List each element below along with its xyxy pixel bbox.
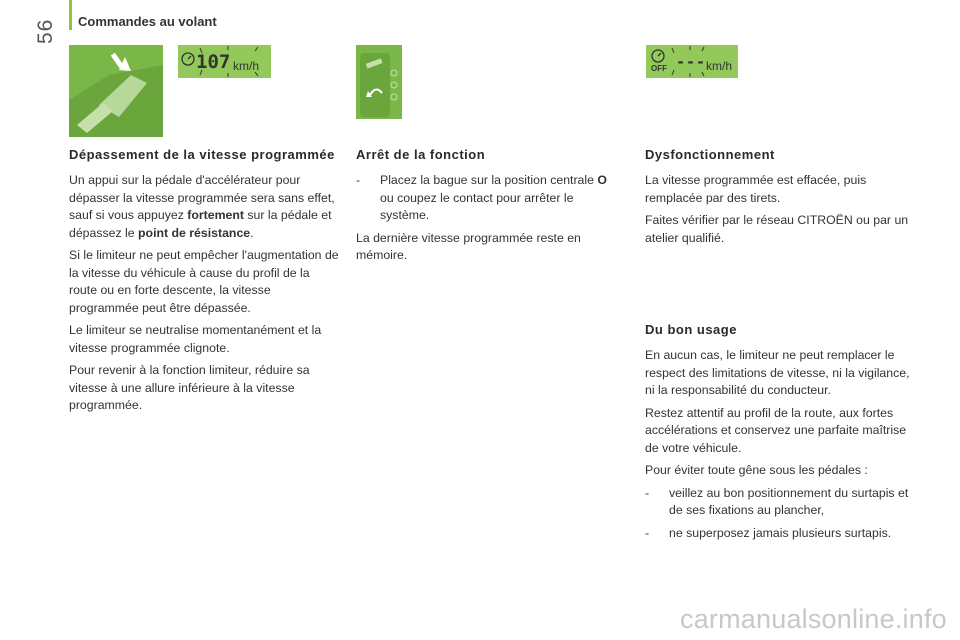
section-stop-title: Arrêt de la fonction (356, 147, 486, 162)
overspeed-paragraph-1: Un appui sur la pédale d'accélérateur pour dépasser la vitesse programmée sera sans effet, sauf si vous appuyez fortement sur la pédale et dépassez le point de résistance. (69, 173, 335, 240)
stop-bullet-1: - Placez la bague sur la position centrale O ou coupez le contact pour arrêter le système. (356, 173, 607, 222)
overspeed-paragraph-4: Pour revenir à la fonction limiteur, réduire sa vitesse à une allure inférieure à la vitesse programmée. (69, 363, 310, 412)
overspeed-paragraph-2: Si le limiteur ne peut empêcher l'augmentation de la vitesse du véhicule à cause du profil de la route ou en forte descente, la vitesse programmée peut être dépassée. (69, 248, 339, 315)
speed-display (178, 45, 271, 78)
page-number: 56 (34, 18, 57, 44)
watermark: carmanualsonline.info (680, 604, 947, 634)
ring-control-icon (356, 45, 402, 119)
pedal-illustration (69, 45, 163, 137)
usage-paragraph-2: Restez attentif au profil de la route, aux fortes accélérations et conservez une parfaite maîtrise de votre véhicule. (645, 405, 907, 455)
usage-bullet-2: - ne superposez jamais plusieurs surtapis. (645, 525, 892, 540)
header-accent-bar (69, 0, 72, 30)
usage-bullet-1: - veillez au bon positionnement du surtapis et de ses fixations au plancher, (645, 485, 909, 517)
usage-paragraph-1: En aucun cas, le limiteur ne peut remplacer le respect des limitations de vitesse, ni la vigilance, ni la responsabilité du conducteur. (645, 348, 910, 397)
section-malfunction-title: Dysfonctionnement (645, 147, 775, 162)
section-overspeed-title: Dépassement de la vitesse programmée (69, 147, 335, 162)
section-stop-function (356, 147, 612, 270)
fault-display (646, 45, 738, 78)
section-good-usage (645, 322, 921, 547)
stop-paragraph-1: La dernière vitesse programmée reste en mémoire. (356, 230, 581, 262)
pedal-press-icon (69, 45, 163, 137)
ring-illustration (356, 45, 402, 119)
fault-unit: km/h (706, 59, 733, 73)
fault-off-label: OFF (651, 64, 667, 73)
malfunction-paragraph-2: Faites vérifier par le réseau CITROËN ou par un atelier qualifié. (645, 213, 909, 245)
section-usage-title: Du bon usage (645, 322, 737, 337)
malfunction-paragraph-1: La vitesse programmée est effacée, puis remplacée par des tirets. (645, 173, 867, 205)
section-overspeed (69, 147, 341, 420)
speed-unit: km/h (233, 59, 260, 73)
speed-digits: 107 (196, 51, 231, 73)
overspeed-paragraph-3: Le limiteur se neutralise momentanément et la vitesse programmée clignote. (69, 323, 322, 355)
usage-paragraph-3: Pour éviter toute gêne sous les pédales : (645, 463, 868, 477)
header-title: Commandes au volant (78, 14, 217, 29)
section-malfunction (645, 147, 913, 252)
fault-dashes: --- (676, 53, 707, 71)
